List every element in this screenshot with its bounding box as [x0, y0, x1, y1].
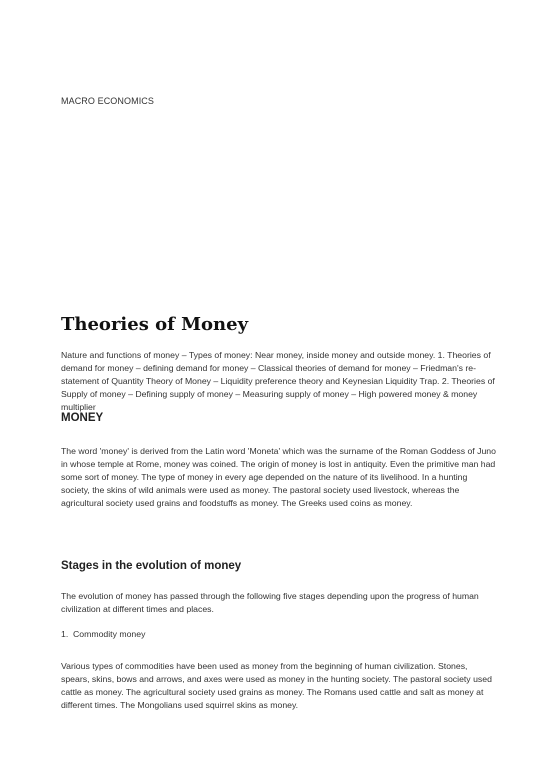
money-paragraph: The word 'money' is derived from the Latin word 'Moneta' which was the surname of the Roman Goddess of Juno in whose temple at Rome, money was coined. The origin of money is lost in antiquity. Even the primitive man had some sort of money. The type of money in every age depended on the nature of its livelihood. In a hunting society, the skins of wild animals were used as money. The pastoral society used livestock, whereas the agricultural society used grains and foodstuffs as money. The Greeks used coins as money.: [61, 446, 496, 508]
commodity-paragraph: Various types of commodities have been used as money from the beginning of human civilization. Stones, spears, skins, bows and arrows, and axes were used as money in the hunting society. The pastoral society used cattle as money. The agricultural society used grains as money. The Romans used cattle and salt as money at different times. The Mongolians used squirrel skins as money.: [61, 661, 492, 710]
document-title: Theories of Money: [61, 314, 249, 335]
list-item-commodity-money: [61, 629, 145, 639]
section-heading-money: MONEY: [61, 412, 104, 424]
intro-paragraph: Nature and functions of money – Types of money: Near money, inside money and outside money. 1. Theories of demand for money – defining demand for money – Classical theories of demand for money – Friedman's re-statement of Quantity Theory of Money – Liquidity preference theory and Keynesian Liquidity Trap. 2. Theories of Supply of money – Defining supply of money – Measuring supply of money – High powered money & money multiplier: [61, 350, 495, 412]
section-heading-stages: Stages in the evolution of money: [61, 560, 242, 572]
stages-paragraph: The evolution of money has passed through the following five stages depending upon the progress of human civilization at different times and places.: [61, 591, 479, 614]
page-header: MACRO ECONOMICS: [61, 96, 155, 106]
list-number: 1.: [61, 629, 69, 639]
list-label: Commodity money: [73, 629, 146, 639]
